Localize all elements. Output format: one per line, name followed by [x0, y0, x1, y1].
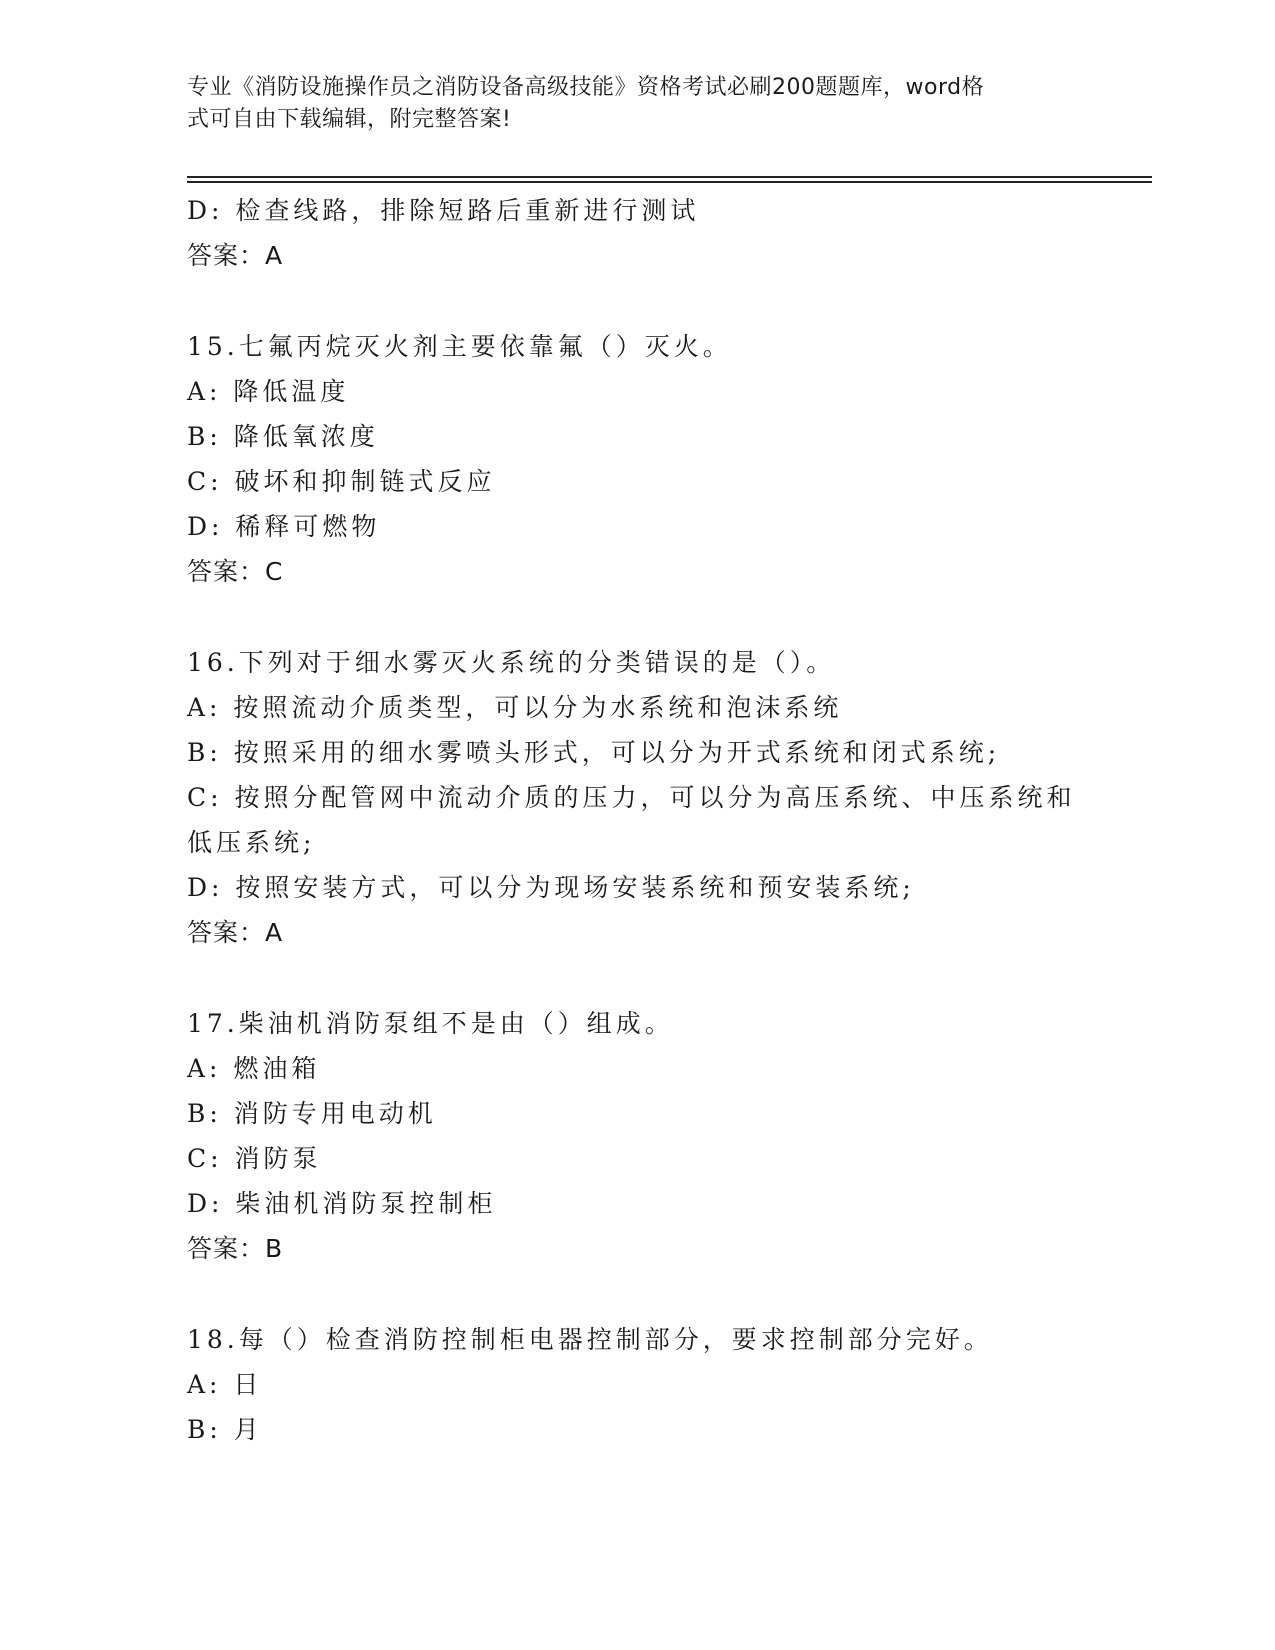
question-list: [187, 188, 1087, 1452]
option-a: A: 日: [187, 1370, 263, 1399]
option-d: D: 按照安装方式，可以分为现场安装系统和预安装系统;: [187, 873, 915, 902]
spacer: [187, 594, 1087, 640]
header-line-2: 式可自由下载编辑，附完整答案!: [187, 107, 512, 132]
option-c-continued: 低压系统;: [187, 828, 316, 857]
answer: 答案：A: [187, 918, 284, 947]
spacer: [187, 1271, 1087, 1317]
option-c: C: 按照分配管网中流动介质的压力，可以分为高压系统、中压系统和: [187, 783, 1076, 812]
option-a: A: 按照流动介质类型，可以分为水系统和泡沫系统: [187, 693, 843, 722]
option-b: B: 降低氧浓度: [187, 422, 379, 451]
option-d: D: 检查线路，排除短路后重新进行测试: [187, 196, 700, 225]
answer: 答案：B: [187, 1234, 284, 1263]
option-a: A: 降低温度: [187, 377, 350, 406]
option-c: C: 消防泵: [187, 1144, 322, 1173]
header-divider-top: [187, 176, 1152, 178]
question-17: [187, 1001, 1087, 1271]
question-18: [187, 1317, 1087, 1452]
option-b: B: 按照采用的细水雾喷头形式，可以分为开式系统和闭式系统;: [187, 738, 1001, 767]
question-16: [187, 640, 1087, 955]
header-line-1: 专业《消防设施操作员之消防设备高级技能》资格考试必刷200题题库，word格: [187, 75, 985, 100]
option-b: B: 月: [187, 1415, 263, 1444]
spacer: [187, 278, 1087, 324]
question-stem: 18.每（）检查消防控制柜电器控制部分，要求控制部分完好。: [187, 1325, 993, 1354]
option-b: B: 消防专用电动机: [187, 1099, 437, 1128]
question-14-tail: [187, 188, 1087, 278]
answer: 答案：A: [187, 241, 284, 270]
document-header: [187, 72, 1067, 136]
spacer: [187, 955, 1087, 1001]
option-a: A: 燃油箱: [187, 1054, 321, 1083]
header-divider-bottom: [187, 181, 1152, 183]
option-d: D: 稀释可燃物: [187, 512, 381, 541]
question-stem: 16.下列对于细水雾灭火系统的分类错误的是（）。: [187, 648, 836, 677]
answer: 答案：C: [187, 557, 284, 586]
option-c: C: 破坏和抑制链式反应: [187, 467, 496, 496]
question-stem: 15.七氟丙烷灭火剂主要依靠氟（）灭火。: [187, 332, 732, 361]
question-stem: 17.柴油机消防泵组不是由（）组成。: [187, 1009, 674, 1038]
option-d: D: 柴油机消防泵控制柜: [187, 1189, 497, 1218]
question-15: [187, 324, 1087, 594]
